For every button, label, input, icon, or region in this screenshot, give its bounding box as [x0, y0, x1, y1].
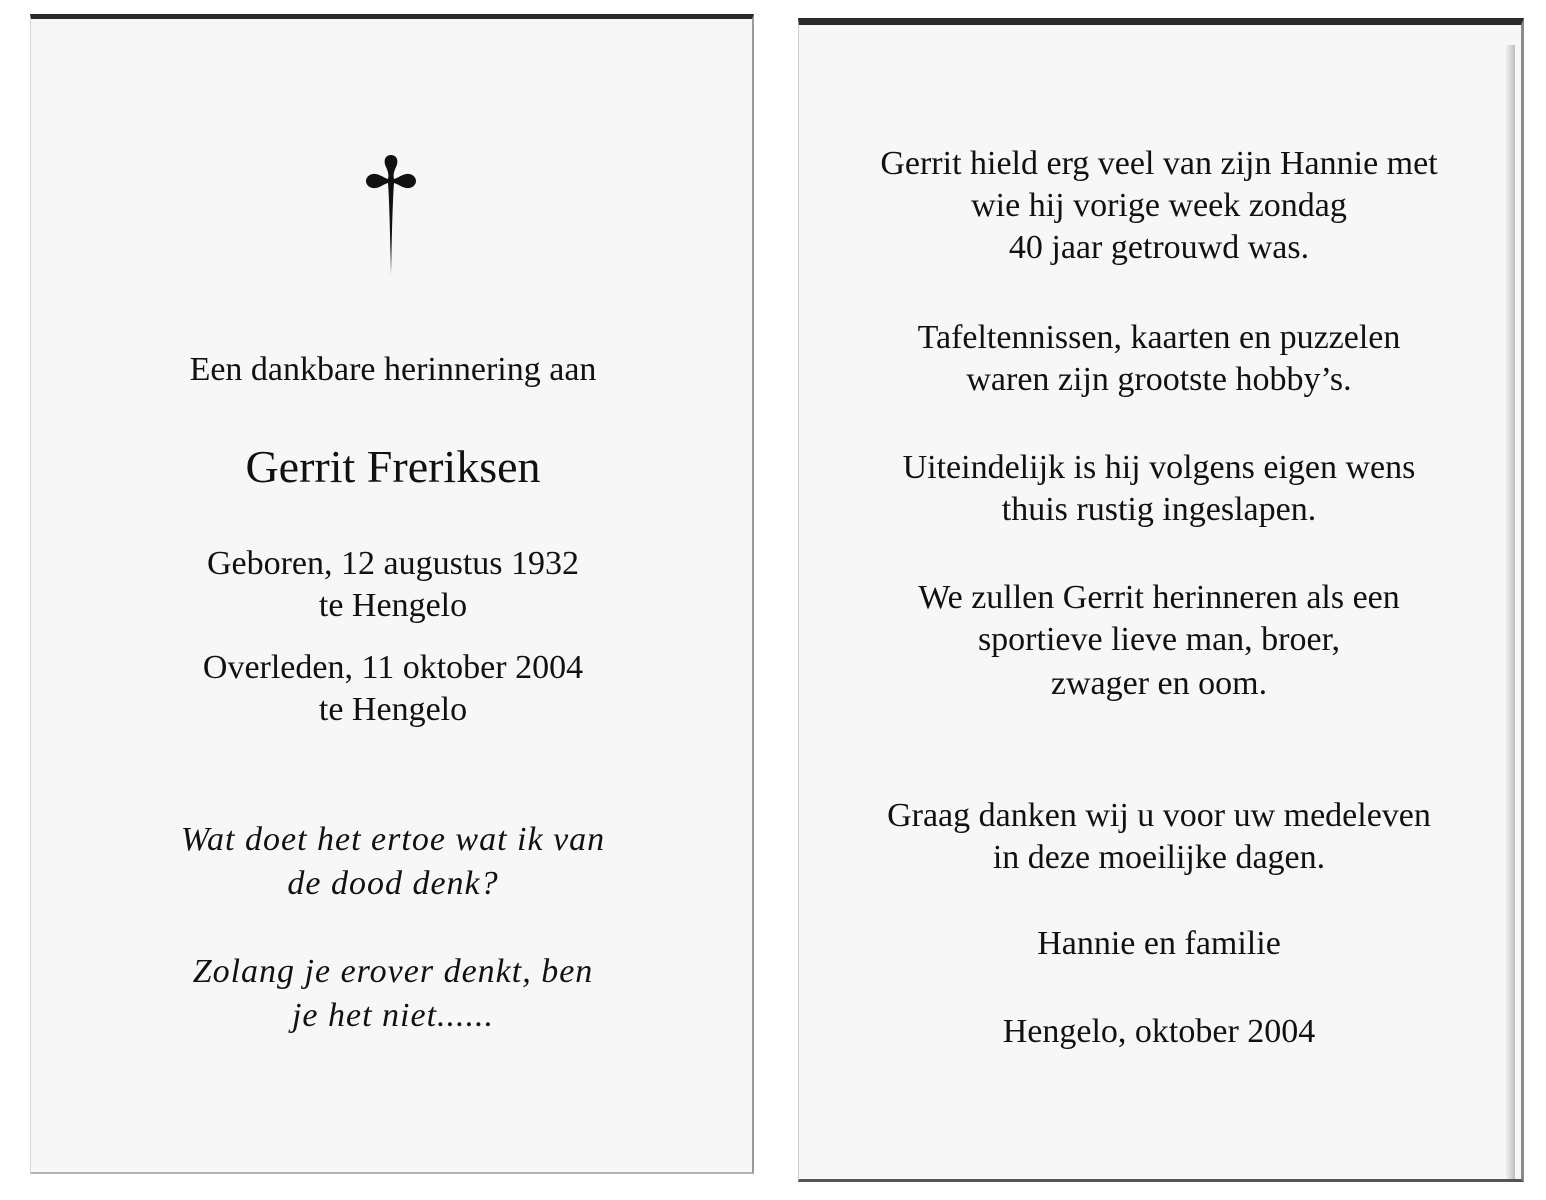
quote-line: Wat doet het ertoe wat ik van [180, 821, 606, 858]
paragraph-line: zwager en oom. [1050, 665, 1268, 702]
memorial-card-front [30, 14, 754, 1174]
paragraph-line: in deze moeilijke dagen. [992, 839, 1326, 876]
birth-place: te Hengelo [318, 587, 468, 624]
paragraph-line: sportieve lieve man, broer, [977, 621, 1341, 658]
memorial-card-back [798, 18, 1524, 1182]
death-date: Overleden, 11 oktober 2004 [202, 649, 584, 686]
paragraph-line: Graag danken wij u voor uw medeleven [887, 797, 1431, 834]
paragraph-line: thuis rustig ingeslapen. [1001, 491, 1317, 528]
place-date: Hengelo, oktober 2004 [1002, 1013, 1316, 1050]
deceased-name: Gerrit Freriksen [245, 441, 541, 492]
death-place: te Hengelo [318, 691, 468, 728]
birth-date: Geboren, 12 augustus 1932 [206, 545, 580, 582]
paragraph-line: Gerrit hield erg veel van zijn Hannie met [880, 145, 1438, 182]
paragraph-line: 40 jaar getrouwd was. [1008, 229, 1310, 266]
quote-line: je het niet...... [291, 997, 495, 1034]
paragraph-line: Tafeltennissen, kaarten en puzzelen [917, 319, 1401, 356]
paragraph-line: We zullen Gerrit herinneren als een [918, 579, 1400, 616]
cross-icon [361, 155, 421, 279]
paragraph-line: wie hij vorige week zondag [971, 187, 1347, 224]
quote-line: Zolang je erover denkt, ben [192, 953, 594, 990]
paragraph-line: Uiteindelijk is hij volgens eigen wens [902, 449, 1416, 486]
intro-text: Een dankbare herinnering aan [189, 351, 597, 388]
quote-line: de dood denk? [287, 865, 499, 902]
signature: Hannie en familie [1037, 925, 1281, 962]
paragraph-line: waren zijn grootste hobby’s. [966, 361, 1352, 398]
